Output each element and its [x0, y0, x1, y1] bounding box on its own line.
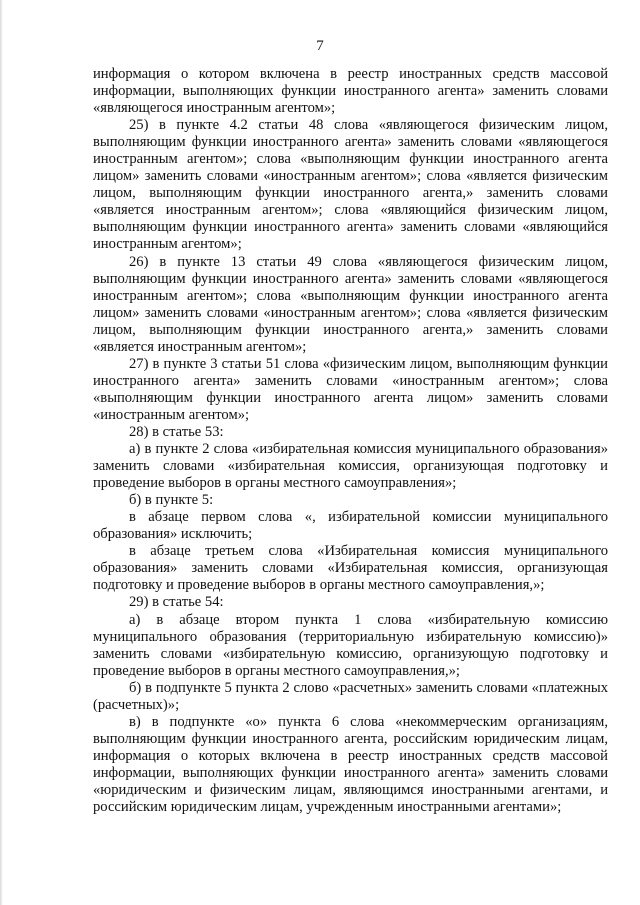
document-body: [93, 66, 608, 816]
page-edge-shadow: [0, 0, 3, 905]
paragraph-item-28-b: б) в пункте 5:: [129, 492, 214, 509]
paragraph-item-25: 25) в пункте 4.2 статьи 48 слова «являющегося физическим лицом, выполняющим функции иностранного агента» заменить словами «являющегося иностранным агентом»; слова «выполняющим функции иностранного агента лицом» заменить словами «иностранным агентом»; слова «является физическим лицом, выполняющим функции иностранного агента,» заменить словами «является иностранным агентом»; слова «являющийся физическим лицом, выполняющим функции иностранного агента» заменить словами «являющийся иностранным агентом»;: [93, 117, 608, 253]
paragraph-item-28-b-third: в абзаце третьем слова «Избирательная комиссия муниципального образования» заменить словами «Избирательная комиссия, организующая подготовку и проведение выборов в органы местного самоуправления,»;: [93, 543, 608, 594]
paragraph-item-26: 26) в пункте 13 статьи 49 слова «являющегося физическим лицом, выполняющим функции иностранного агента» заменить словами «являющегося иностранным агентом»; слова «выполняющим функции иностранного агента лицом» заменить словами «иностранным агентом»; слова «является физическим лицом, выполняющим функции иностранного агента,» заменить словами «является иностранным агентом»;: [93, 253, 608, 355]
paragraph-item-28-a: а) в пункте 2 слова «избирательная комиссия муниципального образования» заменить словами «избирательная комиссия, организующая подготовку и проведение выборов в органы местного самоуправления»;: [93, 441, 608, 492]
paragraph-item-29: 29) в статье 54:: [129, 594, 224, 611]
paragraph-item-27: 27) в пункте 3 статьи 51 слова «физическим лицом, выполняющим функции иностранного агента» заменить словами «иностранным агентом»; слова «выполняющим функции иностранного агента лицом» заменить словами «иностранным агентом»;: [93, 355, 608, 423]
paragraph-item-29-b: б) в подпункте 5 пункта 2 слово «расчетных» заменить словами «платежных (расчетных)»;: [93, 679, 608, 713]
paragraph-continuation: информация о котором включена в реестр иностранных средств массовой информации, выполняющих функции иностранного агента» заменить словами «являющегося иностранным агентом»;: [93, 66, 608, 117]
paragraph-item-29-c: в) в подпункте «о» пункта 6 слова «некоммерческим организациям, выполняющим функции иностранного агента, российским юридическим лицам, информация о которых включена в реестр иностранных средств массовой информации, выполняющих функции иностранного агента» заменить словами «юридическим и физическим лицам, являющимся иностранными агентами, и российским юридическим лицам, учрежденным иностранными агентами»;: [93, 713, 608, 816]
paragraph-item-28-b-first: в абзаце первом слова «, избирательной комиссии муниципального образования» исключить;: [93, 509, 608, 543]
paragraph-item-29-a: а) в абзаце втором пункта 1 слова «избирательную комиссию муниципального образования (территориальную избирательную комиссию)» заменить словами «избирательную комиссию, организующую подготовку и проведение выборов в органы местного самоуправления,»;: [93, 611, 608, 679]
page-number: 7: [316, 38, 324, 54]
paragraph-item-28: 28) в статье 53:: [129, 423, 224, 440]
